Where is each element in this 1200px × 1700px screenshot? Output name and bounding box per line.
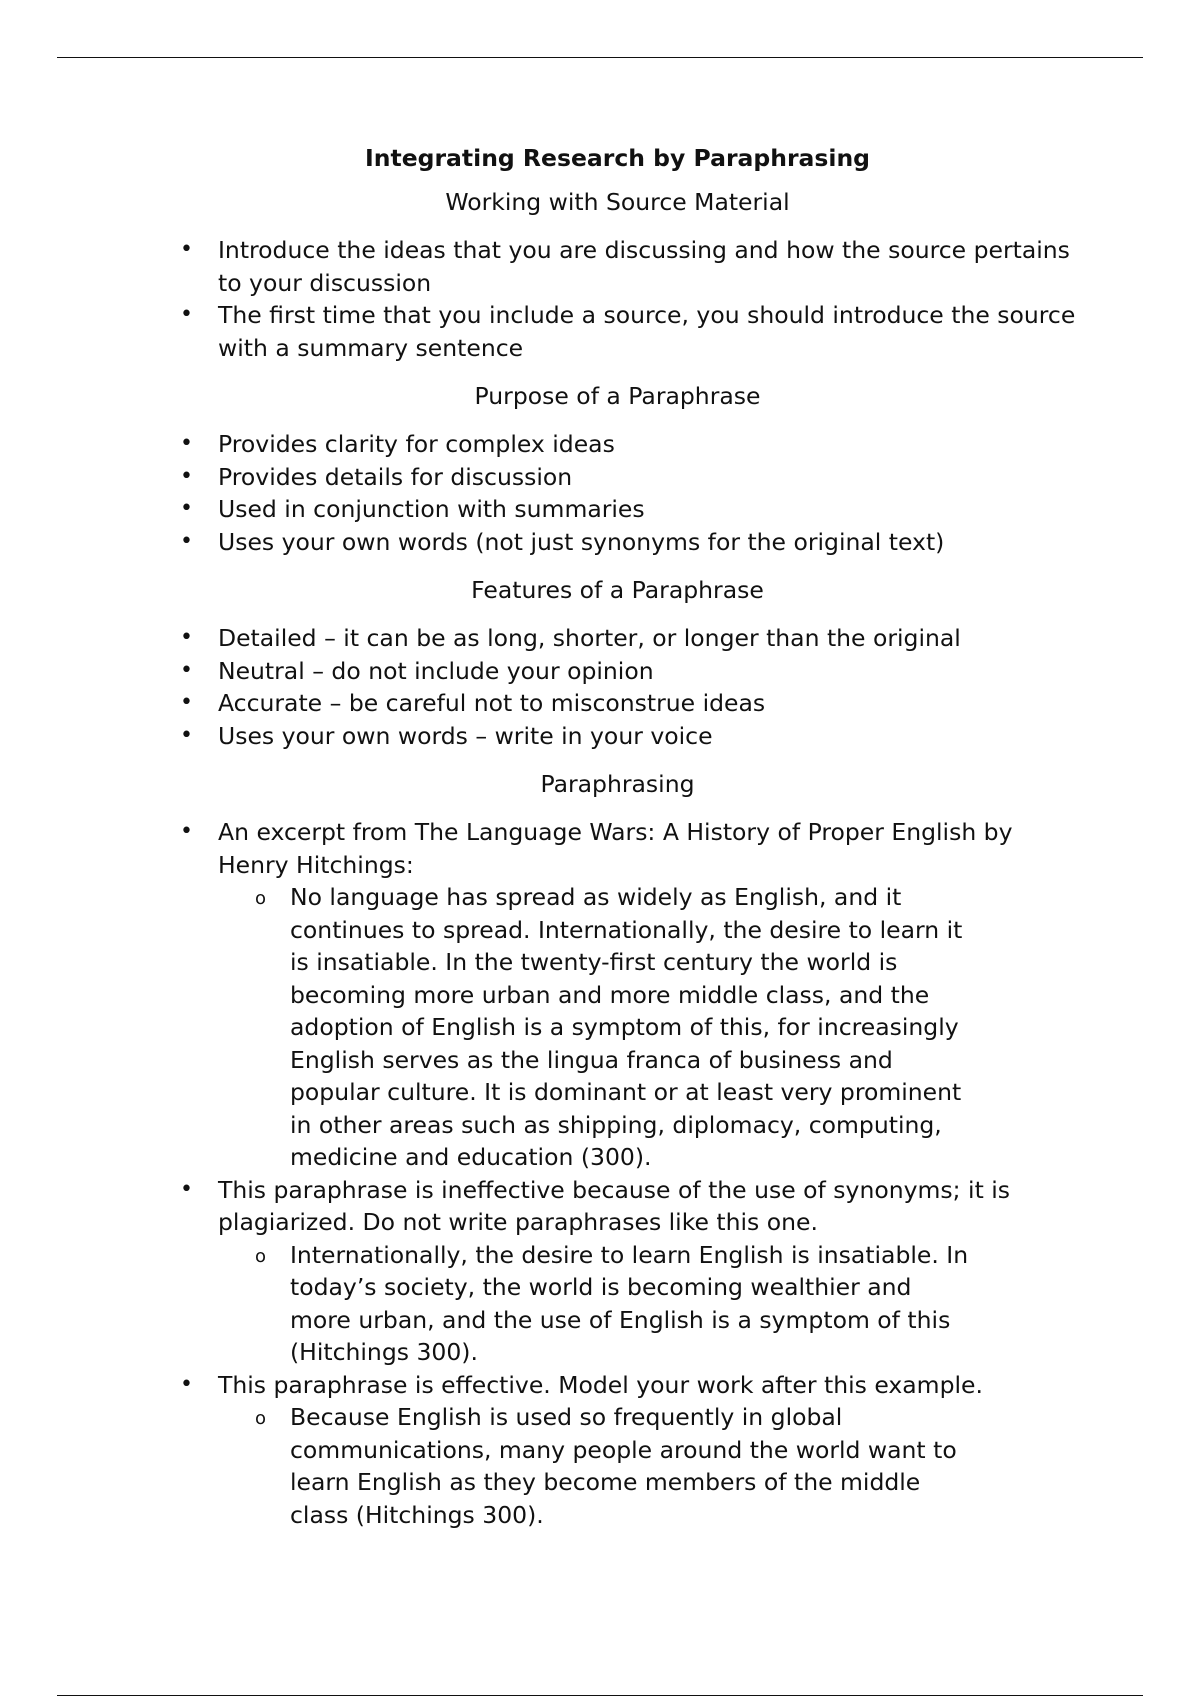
- purpose-list: [0, 428, 1200, 558]
- list-item: • This paraphrase is effective. Model your work after this example. o Because English is used so frequently in global communications, many people around the world want to learn English as they become members of the middle class (Hitchings 300).: [0, 1369, 1200, 1532]
- sub-bullet-icon: o: [255, 1245, 267, 1267]
- bullet-icon: •: [180, 302, 193, 327]
- list-item: • Neutral – do not include your opinion: [0, 655, 1200, 688]
- list-item: • Provides clarity for complex ideas: [0, 428, 1200, 461]
- bottom-rule: [57, 1695, 1143, 1696]
- section-heading-purpose: Purpose of a Paraphrase: [474, 382, 761, 410]
- sub-list: [218, 881, 1080, 1174]
- bullet-icon: •: [180, 722, 193, 748]
- section-heading-features: Features of a Paraphrase: [471, 576, 764, 604]
- bullet-icon: •: [180, 237, 193, 262]
- section-heading-working: Working with Source Material: [445, 188, 790, 216]
- list-item: • Used in conjunction with summaries: [0, 493, 1200, 526]
- document-title: Integrating Research by Paraphrasing: [365, 144, 870, 172]
- bullet-icon: •: [180, 496, 193, 521]
- bullet-icon: •: [180, 1176, 193, 1202]
- sub-list: [218, 1401, 1080, 1531]
- bullet-icon: •: [180, 528, 193, 554]
- list-item: • An excerpt from The Language Wars: A History of Proper English by Henry Hitchings: o No language has spread as widely as English, and it continues to spread. Internationally, the desire to learn it is insatiable. In the twenty-first century the world is becoming more urban and more middle class, and the adoption of English is a symptom of this, for increasingly English serves as the lingua franca of business and popular culture. It is dominant or at least very prominent in other areas such as shipping, diplomacy, computing, medicine and education (300).: [0, 816, 1200, 1174]
- bullet-icon: •: [180, 819, 193, 844]
- bullet-icon: •: [180, 690, 193, 715]
- paraphrasing-list: [0, 816, 1200, 1531]
- bullet-icon: •: [180, 625, 193, 650]
- list-item: • Accurate – be careful not to misconstrue ideas: [0, 687, 1200, 720]
- list-item: • Uses your own words (not just synonyms for the original text): [0, 526, 1200, 559]
- list-item: • Provides details for discussion: [0, 461, 1200, 494]
- list-item: • This paraphrase is ineffective because of the use of synonyms; it is plagiarized. Do not write paraphrases like this one. o Internationally, the desire to learn English is insatiable. In today’s society, the world is becoming wealthier and more urban, and the use of English is a symptom of this (Hitchings 300).: [0, 1174, 1200, 1369]
- top-rule: [57, 57, 1143, 58]
- list-item: • Detailed – it can be as long, shorter, or longer than the original: [0, 622, 1200, 655]
- list-item: • The first time that you include a source, you should introduce the source with a summary sentence: [180, 301, 1076, 362]
- bullet-icon: •: [180, 657, 193, 683]
- bullet-icon: •: [180, 463, 193, 489]
- section-heading-paraphrasing: Paraphrasing: [540, 770, 695, 798]
- features-list: [0, 622, 1200, 752]
- working-list: [0, 234, 1200, 364]
- sub-list-item: o No language has spread as widely as English, and it continues to spread. Internationally, the desire to learn it is insatiable. In the twenty-first century the world is becoming more urban and more middle class, and the adoption of English is a symptom of this, for increasingly English serves as the lingua franca of business and popular culture. It is dominant or at least very prominent in other areas such as shipping, diplomacy, computing, medicine and education (300).: [255, 883, 963, 1171]
- bullet-icon: •: [180, 431, 193, 456]
- sub-bullet-icon: o: [255, 1408, 267, 1429]
- sub-bullet-icon: o: [255, 888, 267, 909]
- list-item: • Introduce the ideas that you are discussing and how the source pertains to your discussion: [180, 236, 1070, 297]
- sub-list-item: o Because English is used so frequently in global communications, many people around the world want to learn English as they become members of the middle class (Hitchings 300).: [255, 1403, 957, 1529]
- bullet-icon: •: [180, 1371, 193, 1397]
- document-page: [0, 142, 1200, 1531]
- list-item: • Uses your own words – write in your voice: [0, 720, 1200, 753]
- sub-list-item: o Internationally, the desire to learn English is insatiable. In today’s society, the world is becoming wealthier and more urban, and the use of English is a symptom of this (Hitchings 300).: [255, 1240, 969, 1366]
- sub-list: [218, 1239, 1080, 1369]
